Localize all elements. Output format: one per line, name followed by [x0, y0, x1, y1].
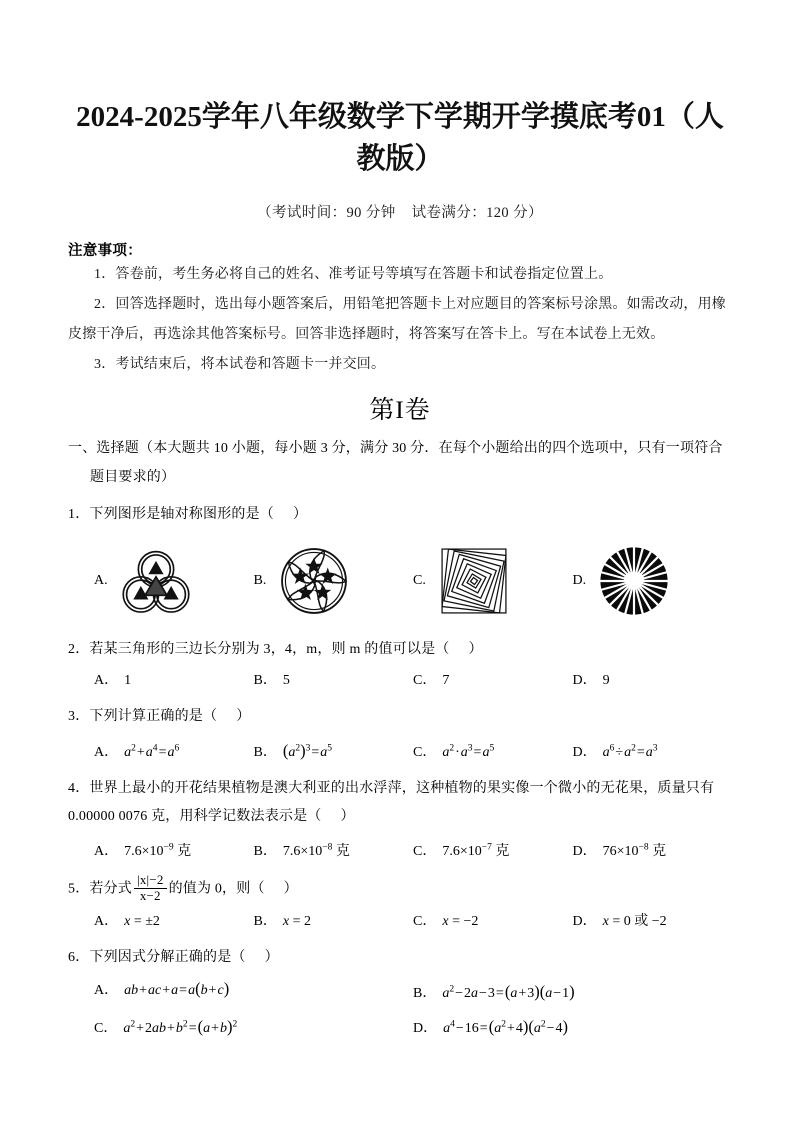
question-3-options: [68, 735, 732, 766]
option-b[interactable]: [254, 539, 414, 623]
option-d[interactable]: D． $a^4-16=(a^2+4)(a^2-4)$: [413, 1016, 569, 1036]
option-b[interactable]: B． x = 2: [253, 914, 311, 930]
fraction-denominator: x−2: [139, 888, 161, 904]
exam-time: （考试时间：90 分钟: [257, 205, 396, 221]
page-content: [68, 0, 732, 1042]
question-3-stem: 3．下列计算正确的是（ ）: [68, 709, 251, 724]
question-6-options-row2: [68, 1011, 732, 1042]
question-3-number: 3．: [68, 709, 90, 724]
option-math: $7.6\times 10^{-7}$ 克: [442, 842, 510, 860]
part-description-line1: 一、选择题（本大题共 10 小题，每小题 3 分，满分 30 分．在每个小题给出的四个选项中，只有一项符合: [68, 441, 723, 456]
option-math: $7.6\times 10^{-9}$ 克: [124, 842, 192, 860]
option-b[interactable]: B． 5: [253, 673, 290, 688]
option-b[interactable]: B． $7.6\times 10^{-8}$ 克: [253, 842, 350, 860]
note-item: 1．答卷前，考生务必将自己的姓名、准考证号等填写在答题卡和试卷指定位置上。: [94, 267, 613, 282]
question-5-number: 5．: [68, 881, 90, 897]
exam-total-score: 试卷满分：120 分）: [411, 205, 543, 221]
option-math: ab+ac+a=a(b+c): [124, 979, 230, 999]
exam-info: [68, 201, 732, 222]
option-a[interactable]: A． $7.6\times 10^{-9}$ 克: [94, 842, 192, 860]
option-a[interactable]: [94, 539, 254, 623]
question-6-options-row1: [68, 976, 732, 1007]
trefoil-triangles-icon: [114, 539, 198, 623]
option-label: C.: [413, 573, 426, 588]
question-6-number: 6．: [68, 950, 90, 966]
option-a[interactable]: A． ab+ac+a=a(b+c): [94, 979, 230, 999]
question-4: [68, 775, 732, 831]
option-c[interactable]: C． $a^2+2ab+b^2=(a+b)^2$: [94, 1016, 238, 1036]
square-spiral-icon: [432, 539, 516, 623]
option-math: $a^2+a^4=a^6$: [124, 743, 180, 760]
option-a[interactable]: A． $a^2+a^4=a^6$: [94, 743, 180, 760]
question-1-number: 1．: [68, 507, 90, 522]
question-4-stem: 4．世界上最小的开花结果植物是澳大利亚的出水浮萍，这种植物的果实像一个微小的无花果，质量只有 0.00000 0076 克，用科学记数法表示是（ ）: [68, 780, 715, 824]
option-a[interactable]: A． 1: [94, 673, 132, 688]
option-d[interactable]: D． $76\times 10^{-8}$ 克: [572, 842, 667, 860]
option-math: $a^2+2ab+b^2=(a+b)^2$: [123, 1016, 238, 1036]
question-6: [68, 944, 732, 972]
question-2-number: 2．: [68, 642, 90, 657]
question-5-options: [68, 909, 732, 935]
option-math: x = 0 或 −2: [602, 914, 667, 930]
question-5-stem: 5．若分式 $\frac{|x|-2}{x-2}$ 的值为 0，则（ ）: [68, 872, 298, 904]
option-math: $a^6\div a^2=a^3$: [602, 743, 658, 760]
option-b[interactable]: B． $a^2-2a-3=(a+3)(a-1)$: [413, 981, 575, 1001]
option-a[interactable]: A． x = ±2: [94, 914, 160, 930]
pinwheel-stars-icon: [272, 539, 356, 623]
option-math: $a^2\cdot a^3=a^5$: [442, 743, 495, 760]
notes-heading: 注意事项：: [68, 243, 142, 259]
fraction: [134, 873, 167, 904]
option-d[interactable]: D． x = 0 或 −2: [572, 914, 667, 930]
option-math: $a^2-2a-3=(a+3)(a-1)$: [442, 981, 575, 1001]
option-label: B.: [253, 573, 267, 588]
fraction-numerator: |x|−2: [134, 873, 167, 889]
radial-sunburst-icon: [592, 539, 676, 623]
option-c[interactable]: C． x = −2: [413, 914, 479, 930]
option-label: D.: [572, 573, 587, 588]
question-6-stem: 6．下列因式分解正确的是（ ）: [68, 950, 279, 966]
question-3: [68, 703, 732, 731]
question-4-options: [68, 835, 732, 866]
question-2-stem: 2．若某三角形的三边长分别为 3，4，m，则 m 的值可以是（ ）: [68, 642, 483, 657]
question-2-options: [68, 668, 732, 694]
question-1: [68, 501, 732, 529]
option-math: x = 2: [282, 914, 311, 930]
option-math: $a^4-16=(a^2+4)(a^2-4)$: [443, 1016, 569, 1036]
option-b[interactable]: B． $(a^2)^3=a^5$: [253, 740, 333, 760]
option-c[interactable]: C． 7: [413, 673, 450, 688]
section-title: 第I卷: [369, 397, 431, 424]
question-1-stem: 1．下列图形是轴对称图形的是（ ）: [68, 507, 308, 522]
option-c[interactable]: C． $a^2\cdot a^3=a^5$: [413, 743, 495, 760]
question-4-number: 4．: [68, 780, 90, 796]
option-math: $76\times 10^{-8}$ 克: [602, 842, 667, 860]
option-d[interactable]: D． 9: [572, 673, 610, 688]
question-1-options: [68, 535, 732, 627]
note-item: 2．回答选择题时，选出每小题答案后，用铅笔把答题卡上对应题目的答案标号涂黑。如需改动，用橡皮擦干净后，再选涂其他答案标号。回答非选择题时，将答案写在答卡上。写在本试卷上无效。: [68, 297, 726, 342]
option-d[interactable]: D． $a^6\div a^2=a^3$: [572, 743, 658, 760]
option-math: $(a^2)^3=a^5$: [282, 740, 333, 760]
option-c[interactable]: C． $7.6\times 10^{-7}$ 克: [413, 842, 510, 860]
option-c[interactable]: [413, 539, 573, 623]
question-2: [68, 636, 732, 664]
option-d[interactable]: [573, 539, 733, 623]
option-math: x = −2: [442, 914, 479, 930]
part-description: [68, 434, 732, 492]
note-item: 3．考试结束后，将本试卷和答题卡一并交回。: [94, 357, 386, 372]
option-math: x = ±2: [124, 914, 160, 930]
page-title: 2024-2025学年八年级数学下学期开学摸底考01（人教版）: [76, 101, 724, 175]
option-label: A.: [94, 573, 108, 588]
option-math: $7.6\times 10^{-8}$ 克: [282, 842, 350, 860]
part-description-line2: 题目要求的）: [90, 470, 176, 485]
question-5: [68, 874, 732, 905]
